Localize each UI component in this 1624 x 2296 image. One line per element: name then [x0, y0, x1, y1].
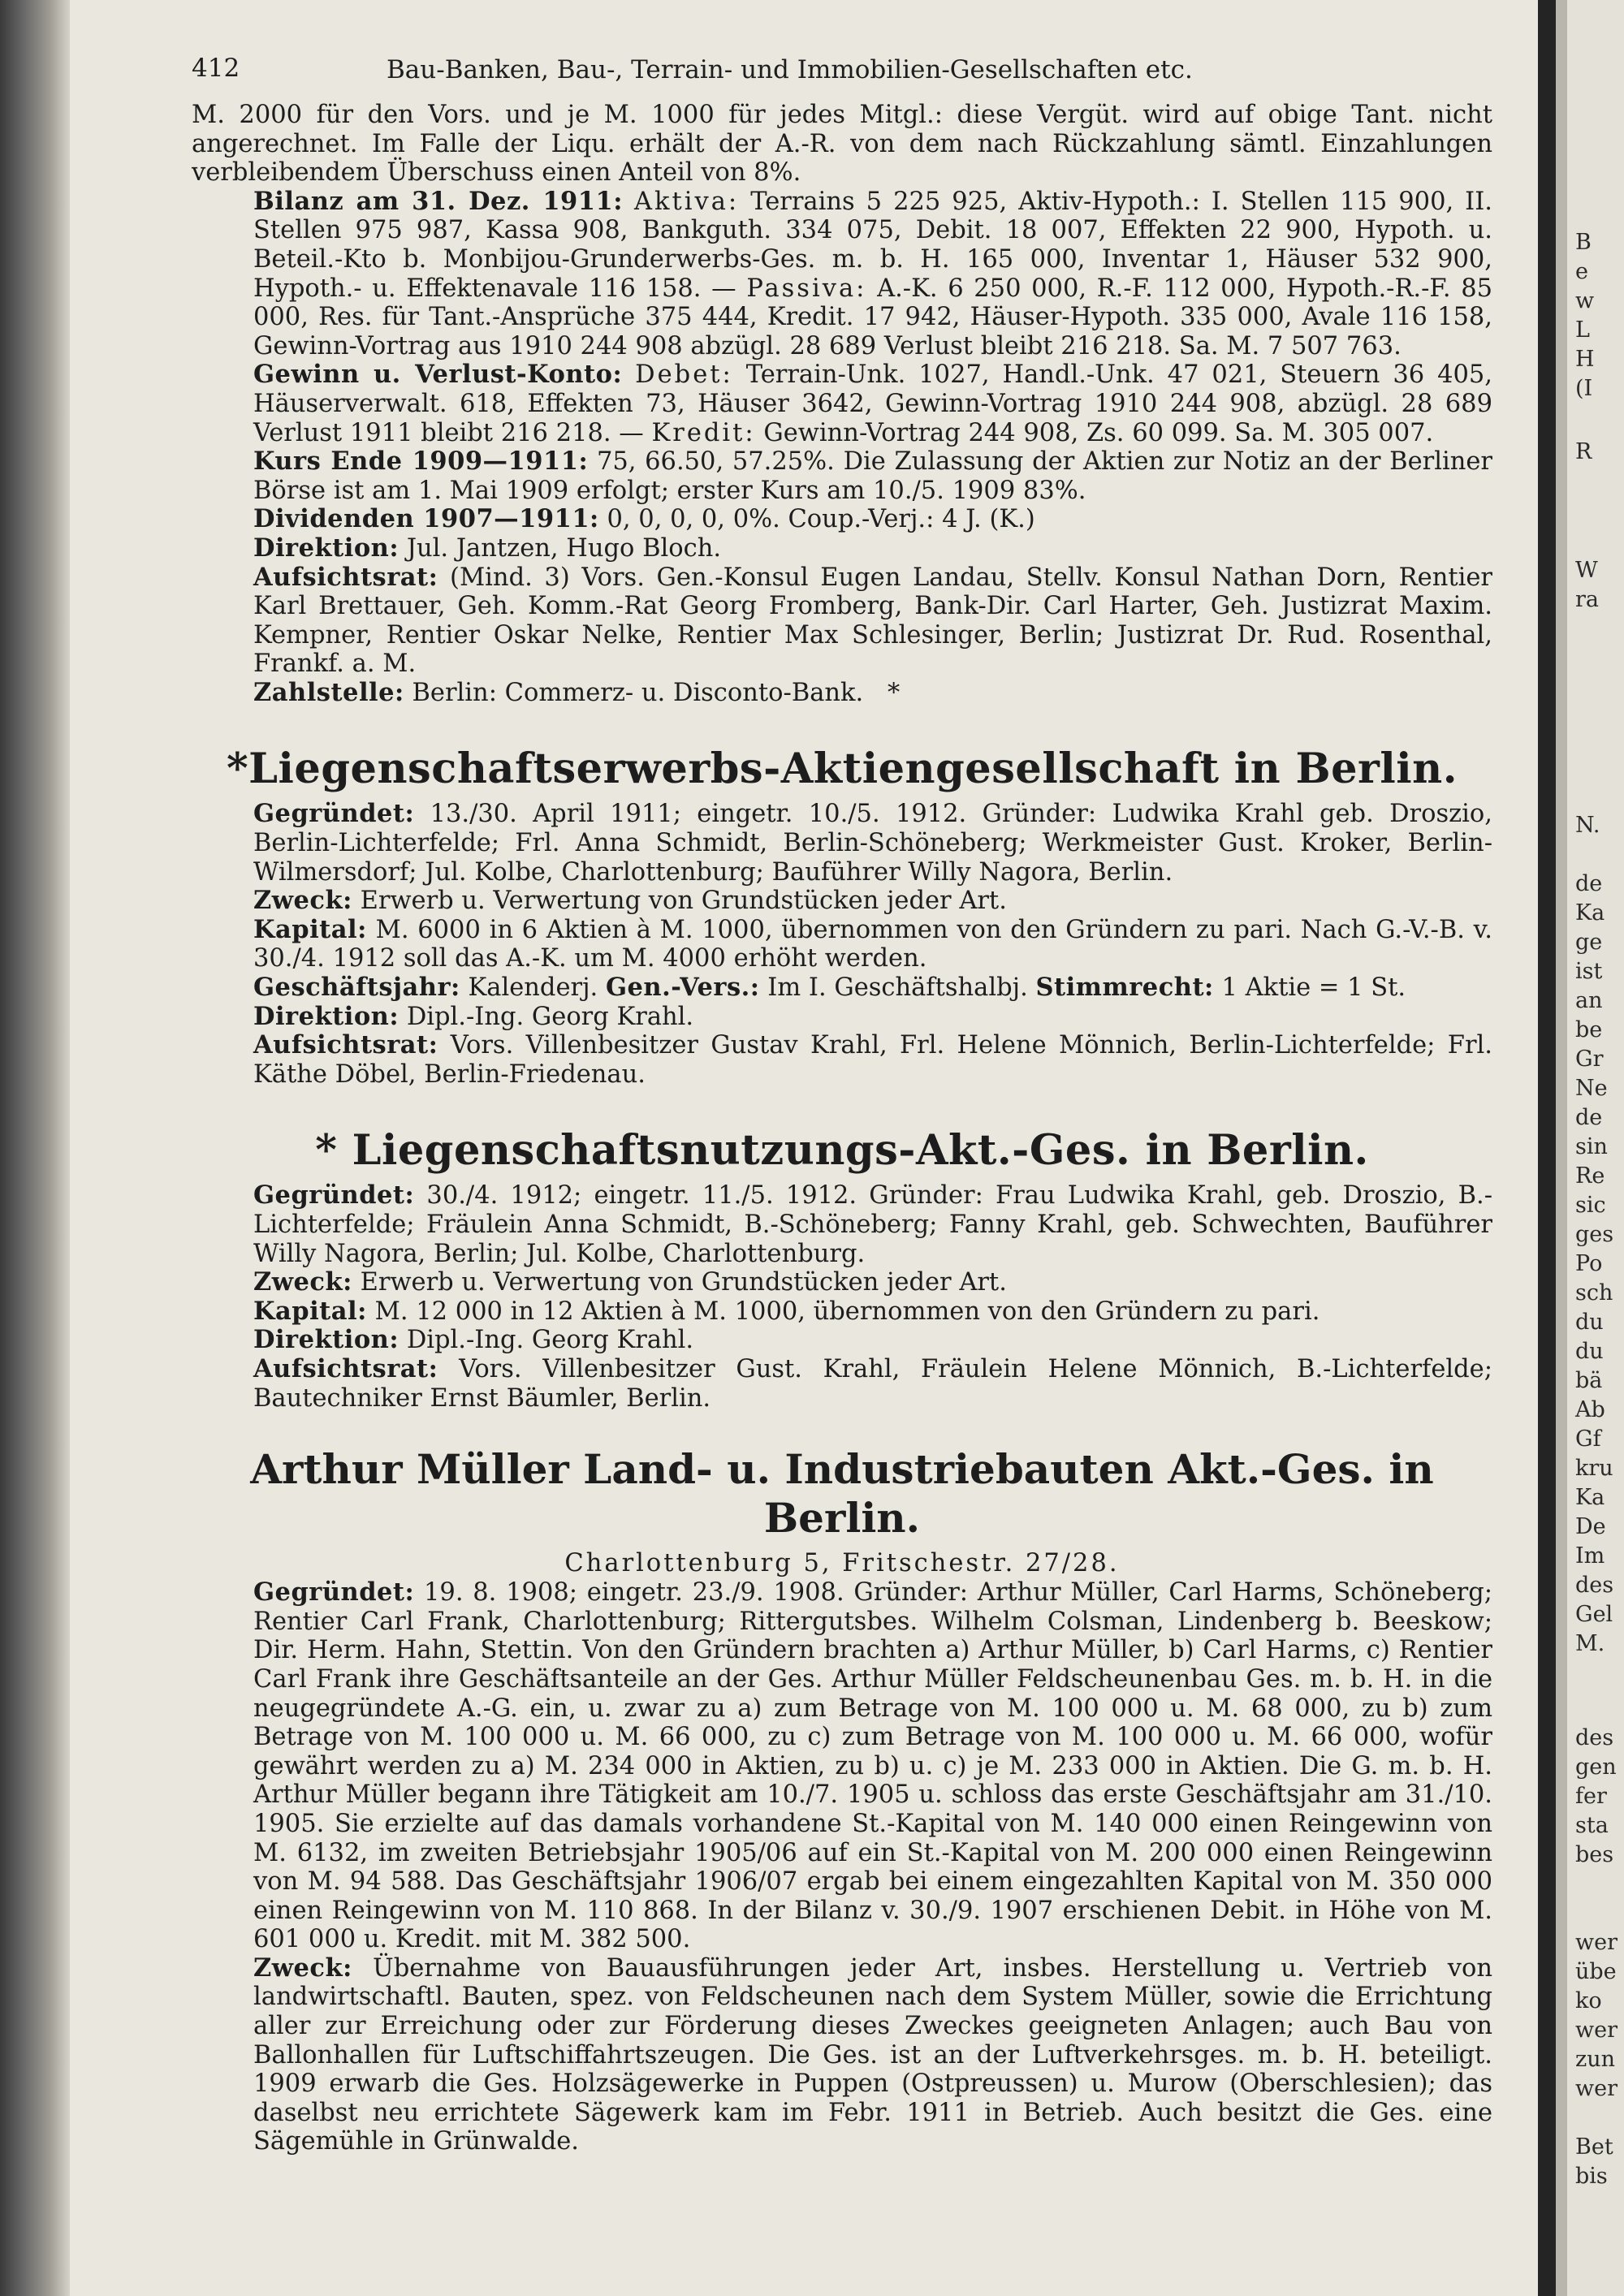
aufsichtsrat-text: (Mind. 3) Vors. Gen.-Konsul Eugen Landau, Stellv. Konsul Nathan Dorn, Rentier Karl Brettauer, Geh. Komm.-Rat Georg Fromberg, Bank-Dir. Carl Harter, Geh. Justizrat Maxim. Kempner, Rentier Oskar Nelke, Rentier Max Schlesinger, Berlin; Justizrat Dr. Rud. Rosenthal, Frankf. a. M.	[253, 563, 1492, 679]
adjacent-fragment: de	[1575, 871, 1603, 896]
adjacent-fragment: des	[1575, 1573, 1614, 1598]
adjacent-fragment: (I	[1575, 376, 1593, 401]
adjacent-fragment: sic	[1575, 1193, 1606, 1218]
kurs-text: 75, 66.50, 57.25%. Die Zulassung der Aktien zur Notiz an der Berliner Börse ist am 1. Mai 1909 erfolgt; erster Kurs am 10./5. 1909 83%.	[253, 447, 1492, 505]
kurs-paragraph	[192, 447, 1492, 505]
adjacent-fragment: kru	[1575, 1456, 1613, 1481]
direktion-text: Dipl.-Ing. Georg Krahl.	[406, 1326, 694, 1355]
adjacent-fragment: sta	[1575, 1813, 1609, 1838]
page	[192, 50, 1492, 2156]
adjacent-fragment: übe	[1575, 1959, 1617, 1984]
aufsichtsrat-label: Aufsichtsrat:	[253, 1030, 438, 1060]
aufsichtsrat-paragraph	[192, 1355, 1492, 1413]
adjacent-fragment: du	[1575, 1339, 1604, 1364]
page-gutter	[1538, 0, 1556, 2296]
adjacent-fragment: H	[1575, 347, 1595, 372]
continued-entry	[192, 101, 1492, 707]
running-title: Bau-Banken, Bau-, Terrain- und Immobilien-Gesellschaften etc.	[387, 55, 1193, 84]
adjacent-fragment: ges	[1575, 1222, 1614, 1247]
adjacent-fragment: W	[1575, 558, 1598, 583]
adjacent-fragment: Gf	[1575, 1426, 1601, 1452]
stimmrecht-text: 1 Aktie = 1 St.	[1221, 973, 1406, 1003]
adjacent-fragment: ge	[1575, 930, 1603, 955]
adjacent-fragment: zun	[1575, 2047, 1616, 2072]
company-title: *Liegenschaftserwerbs-Aktiengesellschaft in Berlin.	[227, 744, 1458, 794]
adjacent-fragment: sch	[1575, 1280, 1613, 1306]
adjacent-page-edge	[1567, 0, 1624, 2296]
adjacent-fragment: Ka	[1575, 900, 1605, 926]
company-entry	[192, 1126, 1492, 1413]
adjacent-fragment: N.	[1575, 813, 1600, 838]
bilanz-aktiva-text: Terrains 5 225 925, Aktiv-Hypoth.: I. Stellen 115 900, II. Stellen 975 987, Kassa 908, Bankguth. 334 075, Debit. 18 007, Effekten 22 900, Hypoth. u. Beteil.-Kto b. Monbijou-Grunderwerbs-Ges. m. b. H. 165 000, Inventar 1, Häuser 532 900, Hypoth.- u. Effektenavale 116 158. —	[253, 187, 1492, 303]
dividenden-paragraph	[192, 505, 1492, 534]
zahlstelle-label: Zahlstelle:	[253, 677, 404, 707]
zweck-paragraph	[192, 1268, 1492, 1297]
adjacent-fragment: des	[1575, 1725, 1614, 1750]
adjacent-fragment: fer	[1575, 1784, 1607, 1809]
book-binding-shadow	[0, 0, 70, 2296]
adjacent-fragment: e	[1575, 259, 1588, 284]
kapital-label: Kapital:	[253, 1296, 367, 1326]
gegruendet-paragraph	[192, 1578, 1492, 1954]
company-title: Arthur Müller Land- u. Industriebauten Akt.-Ges. in Berlin.	[250, 1445, 1434, 1543]
passiva-label: Passiva:	[746, 274, 867, 303]
direktion-label: Direktion:	[253, 533, 400, 563]
gegruendet-text: 19. 8. 1908; eingetr. 23./9. 1908. Gründer: Arthur Müller, Carl Harms, Schöneberg; Rentier Carl Frank, Charlottenburg; Rittergutsbes. Wilhelm Colsman, Lindenberg b. Beeskow; Dir. Herm. Hahn, Stettin. Von den Gründern brachten a) Arthur Müller, b) Carl Harms, c) Rentier Carl Frank ihre Geschäftsanteile an der Ges. Arthur Müller Feldscheunenbau Ges. m. b. H. in die neugegründete A.-G. ein, u. zwar zu a) zum Betrage von M. 100 000 u. M. 68 000, zu b) zum Betrage von M. 100 000 u. M. 66 000, zu c) zum Betrage von M. 100 000 u. M. 66 000, wofür gewährt werden zu a) M. 234 000 in Aktien, zu b) u. c) je M. 233 000 in Aktien. Die G. m. b. H. Arthur Müller begann ihre Tätigkeit am 10./7. 1905 u. schloss das erste Geschäftsjahr am 31./10. 1905. Sie erzielte auf das damals vorhandene St.-Kapital von M. 140 000 einen Reingewinn von M. 6132, im zweiten Betriebsjahr 1905/06 auf ein St.-Kapital von M. 200 000 einen Reingewinn von M. 94 588. Das Geschäftsjahr 1906/07 ergab bei einem eingezahlten Kapital von M. 350 000 einen Reingewinn von M. 110 868. In der Bilanz v. 30./9. 1907 erschienen Debit. in Höhe von M. 601 000 u. Kredit. mit M. 382 500.	[253, 1578, 1492, 1954]
page-gutter-edge	[1556, 0, 1567, 2296]
dividenden-text: 0, 0, 0, 0, 0%. Coup.-Verj.: 4 J. (K.)	[607, 505, 1035, 534]
zweck-label: Zweck:	[253, 1953, 352, 1983]
zahlstelle-text: Berlin: Commerz- u. Disconto-Bank.	[412, 678, 864, 707]
adjacent-fragment: Gr	[1575, 1047, 1604, 1072]
dividenden-label: Dividenden 1907—1911:	[253, 504, 599, 534]
adjacent-fragment: gen	[1575, 1754, 1617, 1780]
direktion-paragraph	[192, 1003, 1492, 1032]
remuneration-paragraph	[192, 101, 1492, 188]
company-entry	[192, 744, 1492, 1089]
zweck-label: Zweck:	[253, 1267, 352, 1297]
adjacent-fragment: wer	[1575, 2018, 1618, 2043]
gegruendet-label: Gegründet:	[253, 1180, 415, 1211]
adjacent-fragment: M.	[1575, 1631, 1605, 1656]
gegruendet-text: 30./4. 1912; eingetr. 11./5. 1912. Gründer: Frau Ludwika Krahl, geb. Droszio, B.-Lichterfelde; Fräulein Anna Schmidt, B.-Schöneberg; Fanny Krahl, geb. Schwechten, Bauführer Willy Nagora, Berlin; Jul. Kolbe, Charlottenburg.	[253, 1181, 1492, 1268]
geschaeftsjahr-label: Geschäftsjahr:	[253, 973, 460, 1003]
aufsichtsrat-text: Vors. Villenbesitzer Gustav Krahl, Frl. Helene Mönnich, Berlin-Lichterfelde; Frl. Käthe Döbel, Berlin-Friedenau.	[253, 1031, 1492, 1089]
adjacent-fragment: Po	[1575, 1251, 1603, 1276]
aktiva-label: Aktiva:	[634, 187, 740, 216]
company-address: Charlottenburg 5, Fritschestr. 27/28.	[564, 1549, 1120, 1578]
stimmrecht-label: Stimmrecht:	[1035, 973, 1214, 1003]
genvers-label: Gen.-Vers.:	[605, 973, 760, 1003]
kredit-label: Kredit:	[651, 418, 756, 447]
adjacent-fragment: Ka	[1575, 1485, 1605, 1510]
adjacent-fragment: Re	[1575, 1163, 1605, 1189]
zahlstelle-paragraph	[192, 679, 1492, 708]
guv-kredit-text: Gewinn-Vortrag 244 908, Zs. 60 099. Sa. M. 305 007.	[763, 418, 1434, 447]
adjacent-fragment: B	[1575, 230, 1592, 255]
page-number: 412	[192, 54, 240, 83]
kapital-text: M. 6000 in 6 Aktien à M. 1000, übernommen von den Gründern zu pari. Nach G.-V.-B. v. 30./4. 1912 soll das A.-K. um M. 4000 erhöht werden.	[253, 915, 1492, 973]
adjacent-fragment: De	[1575, 1514, 1606, 1539]
adjacent-fragment: bes	[1575, 1842, 1614, 1867]
debet-label: Debet:	[635, 360, 733, 390]
adjacent-fragment: be	[1575, 1017, 1603, 1042]
direktion-paragraph	[192, 1326, 1492, 1355]
gegruendet-paragraph	[192, 800, 1492, 887]
adjacent-fragment: ist	[1575, 959, 1603, 984]
direktion-paragraph	[192, 534, 1492, 563]
gegruendet-label: Gegründet:	[253, 799, 415, 829]
adjacent-fragment: bis	[1575, 2164, 1608, 2189]
bilanz-paragraph	[192, 188, 1492, 361]
adjacent-fragment: R	[1575, 439, 1592, 464]
direktion-text: Jul. Jantzen, Hugo Bloch.	[406, 533, 722, 563]
genvers-text: Im I. Geschäftshalbj.	[767, 973, 1028, 1003]
guv-label: Gewinn u. Verlust-Konto:	[253, 360, 623, 390]
kapital-paragraph	[192, 1297, 1492, 1327]
adjacent-fragment: wer	[1575, 2076, 1618, 2101]
direktion-text: Dipl.-Ing. Georg Krahl.	[406, 1002, 694, 1031]
gegruendet-paragraph	[192, 1181, 1492, 1268]
company-title: * Liegenschaftsnutzungs-Akt.-Ges. in Berlin.	[315, 1126, 1369, 1176]
gegruendet-text: 13./30. April 1911; eingetr. 10./5. 1912. Gründer: Ludwika Krahl geb. Droszio, Berlin-Lichterfelde; Frl. Anna Schmidt, Berlin-Schöneberg; Werkmeister Gust. Kroker, Berlin-Wilmersdorf; Jul. Kolbe, Charlottenburg; Bauführer Willy Nagora, Berlin.	[253, 800, 1492, 887]
kapital-text: M. 12 000 in 12 Aktien à M. 1000, übernommen von den Gründern zu pari.	[374, 1297, 1320, 1326]
adjacent-fragment: Ne	[1575, 1076, 1608, 1101]
adjacent-fragment: ko	[1575, 1988, 1602, 2013]
end-star: *	[887, 678, 901, 707]
zweck-text: Erwerb u. Verwertung von Grundstücken jeder Art.	[360, 887, 1007, 916]
bilanz-passiva-text: A.-K. 6 250 000, R.-F. 112 000, Hypoth.-R.-F. 85 000, Res. für Tant.-Ansprüche 375 444, Kredit. 17 942, Häuser-Hypoth. 335 000, Avale 116 158, Gewinn-Vortrag aus 1910 244 908 abzügl. 28 689 Verlust bleibt 216 218. Sa. M. 7 507 763.	[253, 274, 1492, 360]
aufsichtsrat-label: Aufsichtsrat:	[253, 1353, 438, 1383]
adjacent-fragment: bä	[1575, 1368, 1603, 1393]
kapital-paragraph	[192, 916, 1492, 973]
adjacent-fragment: de	[1575, 1105, 1603, 1130]
adjacent-fragment: Gel	[1575, 1602, 1613, 1627]
adjacent-fragment: L	[1575, 317, 1590, 343]
kurs-label: Kurs Ende 1909—1911:	[253, 447, 589, 477]
company-entry	[192, 1445, 1492, 2156]
zweck-paragraph	[192, 1954, 1492, 2156]
gegruendet-label: Gegründet:	[253, 1577, 415, 1608]
adjacent-fragment: Bet	[1575, 2134, 1613, 2160]
zweck-label: Zweck:	[253, 886, 352, 916]
adjacent-fragment: Ab	[1575, 1397, 1605, 1422]
direktion-label: Direktion:	[253, 1001, 400, 1031]
kapital-label: Kapital:	[253, 914, 367, 944]
adjacent-fragment: sin	[1575, 1134, 1608, 1159]
aufsichtsrat-text: Vors. Villenbesitzer Gust. Krahl, Fräulein Helene Mönnich, B.-Lichterfelde; Bautechniker Ernst Bäumler, Berlin.	[253, 1354, 1492, 1413]
geschaeftsjahr-text: Kalenderj.	[468, 973, 598, 1003]
aufsichtsrat-label: Aufsichtsrat:	[253, 562, 438, 592]
adjacent-fragment: w	[1575, 288, 1595, 313]
aufsichtsrat-paragraph	[192, 563, 1492, 679]
guv-debet-text: Terrain-Unk. 1027, Handl.-Unk. 47 021, Steuern 36 405, Häuserverwalt. 618, Effekten 73, Häuser 3642, Gewinn-Vortrag 1910 244 908, abzügl. 28 689 Verlust 1911 bleibt 216 218. —	[253, 360, 1492, 447]
adjacent-fragment: an	[1575, 988, 1603, 1013]
running-head	[192, 50, 1492, 101]
aufsichtsrat-paragraph	[192, 1031, 1492, 1089]
bilanz-label: Bilanz am 31. Dez. 1911:	[253, 186, 623, 216]
adjacent-fragment: wer	[1575, 1930, 1618, 1955]
guv-paragraph	[192, 360, 1492, 447]
adjacent-fragment: Im	[1575, 1543, 1605, 1569]
adjacent-fragment: ra	[1575, 587, 1600, 612]
geschaeftsjahr-paragraph	[192, 973, 1492, 1003]
zweck-paragraph	[192, 887, 1492, 916]
zweck-text: Übernahme von Bauausführungen jeder Art, insbes. Herstellung u. Vertrieb von landwirtschaftl. Bauten, spez. von Feldscheunen nach dem System Müller, sowie die Errichtung aller zur Erreichung oder zur Förderung dieses Zweckes geeigneten Anlagen; auch Bau von Ballonhallen für Luftschiffahrtszeugen. Die Ges. ist an der Luftverkehrsges. m. b. H. beteiligt. 1909 erwarb die Ges. Holzsägewerke in Puppen (Ostpreussen) u. Murow (Oberschlesien); das daselbst neu errichtete Sägewerk kam im Febr. 1911 in Betrieb. Auch besitzt die Ges. eine Sägemühle in Grünwalde.	[253, 1953, 1492, 2156]
remuneration-text: M. 2000 für den Vors. und je M. 1000 für jedes Mitgl.: diese Vergüt. wird auf obige Tant. nicht angerechnet. Im Falle der Liqu. erhält der A.-R. von dem nach Rückzahlung sämtl. Einzahlungen verbleibendem Überschuss einen Anteil von 8%.	[192, 101, 1492, 188]
direktion-label: Direktion:	[253, 1325, 400, 1355]
adjacent-fragment: du	[1575, 1310, 1604, 1335]
zweck-text: Erwerb u. Verwertung von Grundstücken jeder Art.	[360, 1268, 1007, 1297]
